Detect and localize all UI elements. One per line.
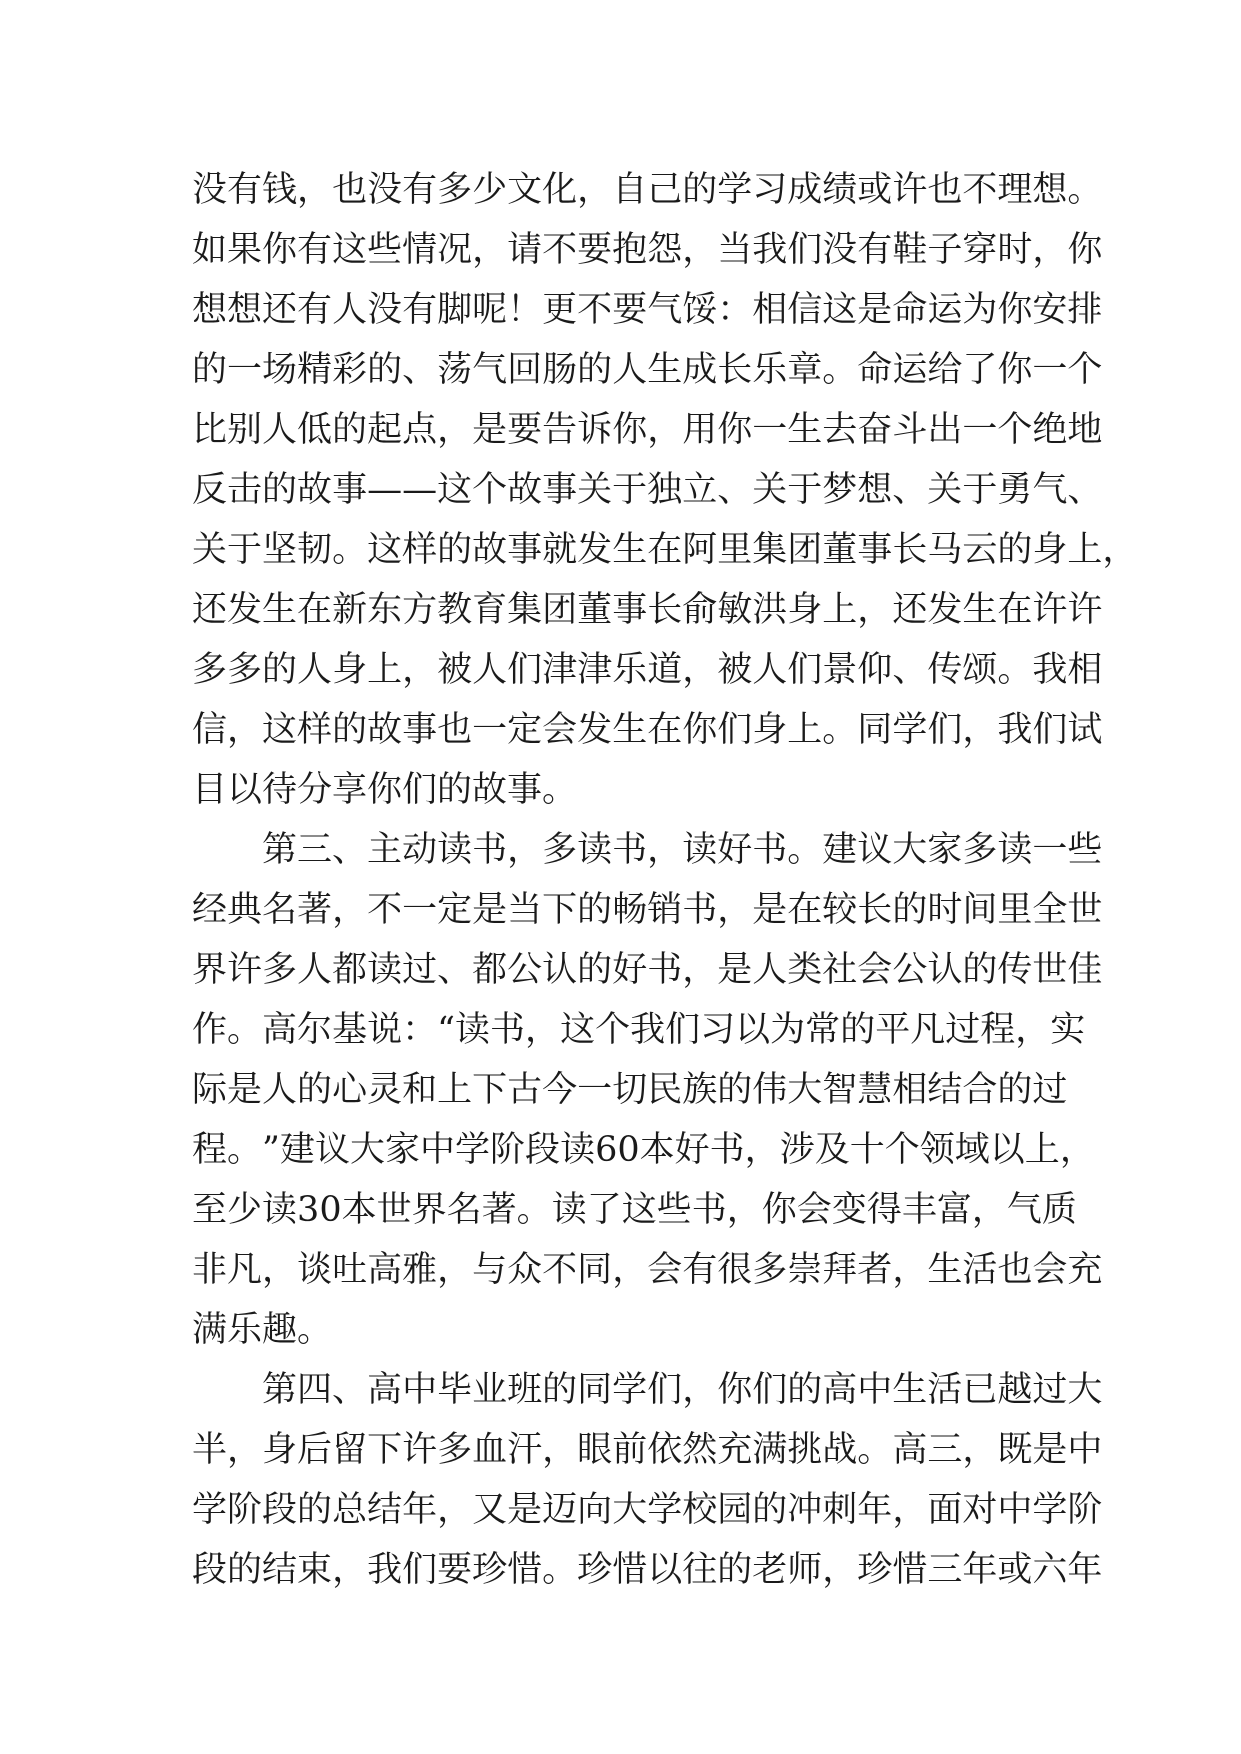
text-line: 第 四 、 高 中 毕 业 班 的 同 学 们 ， 你 们 的 高 中 生 活 已 越 过 大 xyxy=(262,1370,1103,1410)
text-line: 界 许 多 人 都 读 过 、 都 公 认 的 好 书 ， 是 人 类 社 会 公 认 的 传 世 佳 xyxy=(192,950,1103,990)
text-line: 反 击 的 故 事 — — 这 个 故 事 关 于 独 立 、 关 于 梦 想 、 关 于 勇 气 、 xyxy=(192,470,1103,510)
text-line: 比 别 人 低 的 起 点 ， 是 要 告 诉 你 ， 用 你 一 生 去 奋 斗 出 一 个 绝 地 xyxy=(192,410,1103,450)
text-line: 段 的 结 束 ， 我 们 要 珍 惜 。 珍 惜 以 往 的 老 师 ， 珍 惜 三 年 或 六 年 xyxy=(192,1550,1103,1590)
text-line: 还 发 生 在 新 东 方 教 育 集 团 董 事 长 俞 敏 洪 身 上 ， 还 发 生 在 许 许 xyxy=(192,590,1103,630)
text-line: 经 典 名 著 ， 不 一 定 是 当 下 的 畅 销 书 ， 是 在 较 长 的 时 间 里 全 世 xyxy=(192,890,1103,930)
text-line: 程 。 ” 建 议 大 家 中 学 阶 段 读 60 本 好 书 ， 涉 及 十 个 领 域 以 上 ， xyxy=(192,1130,1095,1170)
body-text xyxy=(192,160,1138,1600)
text-line: 想 想 还 有 人 没 有 脚 呢 ！ 更 不 要 气 馁 ： 相 信 这 是 命 运 为 你 安 排 xyxy=(192,290,1103,330)
text-line: 如 果 你 有 这 些 情 况 ， 请 不 要 抱 怨 ， 当 我 们 没 有 鞋 子 穿 时 ， 你 xyxy=(192,230,1103,270)
text-line: 关 于 坚 韧 。 这 样 的 故 事 就 发 生 在 阿 里 集 团 董 事 长 马 云 的 身 上 ， xyxy=(192,530,1138,570)
text-line: 目以待分享你们的故事。 xyxy=(192,770,578,810)
text-line: 满乐趣。 xyxy=(192,1310,333,1350)
text-line: 至 少 读 30 本 世 界 名 著 。 读 了 这 些 书 ， 你 会 变 得 丰 富 ， 气 质 xyxy=(192,1190,1077,1230)
text-line: 多 多 的 人 身 上 ， 被 人 们 津 津 乐 道 ， 被 人 们 景 仰 、 传 颂 。 我 相 xyxy=(192,650,1103,690)
text-line: 际 是 人 的 心 灵 和 上 下 古 今 一 切 民 族 的 伟 大 智 慧 相 结 合 的 过 xyxy=(192,1070,1068,1110)
text-line: 信 ， 这 样 的 故 事 也 一 定 会 发 生 在 你 们 身 上 。 同 学 们 ， 我 们 试 xyxy=(192,710,1103,750)
text-line: 作 。 高 尔 基 说 ： “ 读 书 ， 这 个 我 们 习 以 为 常 的 平 凡 过 程 ， 实 xyxy=(192,1010,1086,1050)
text-line: 非 凡 ， 谈 吐 高 雅 ， 与 众 不 同 ， 会 有 很 多 崇 拜 者 ， 生 活 也 会 充 xyxy=(192,1250,1103,1290)
text-line: 学 阶 段 的 总 结 年 ， 又 是 迈 向 大 学 校 园 的 冲 刺 年 ， 面 对 中 学 阶 xyxy=(192,1490,1103,1530)
text-line: 半 ， 身 后 留 下 许 多 血 汗 ， 眼 前 依 然 充 满 挑 战 。 高 三 ， 既 是 中 xyxy=(192,1430,1103,1470)
text-line: 没 有 钱 ， 也 没 有 多 少 文 化 ， 自 己 的 学 习 成 绩 或 许 也 不 理 想 。 xyxy=(192,170,1103,210)
text-line: 的 一 场 精 彩 的 、 荡 气 回 肠 的 人 生 成 长 乐 章 。 命 运 给 了 你 一 个 xyxy=(192,350,1103,390)
text-line: 第 三 、 主 动 读 书 ， 多 读 书 ， 读 好 书 。 建 议 大 家 多 读 一 些 xyxy=(262,830,1103,870)
